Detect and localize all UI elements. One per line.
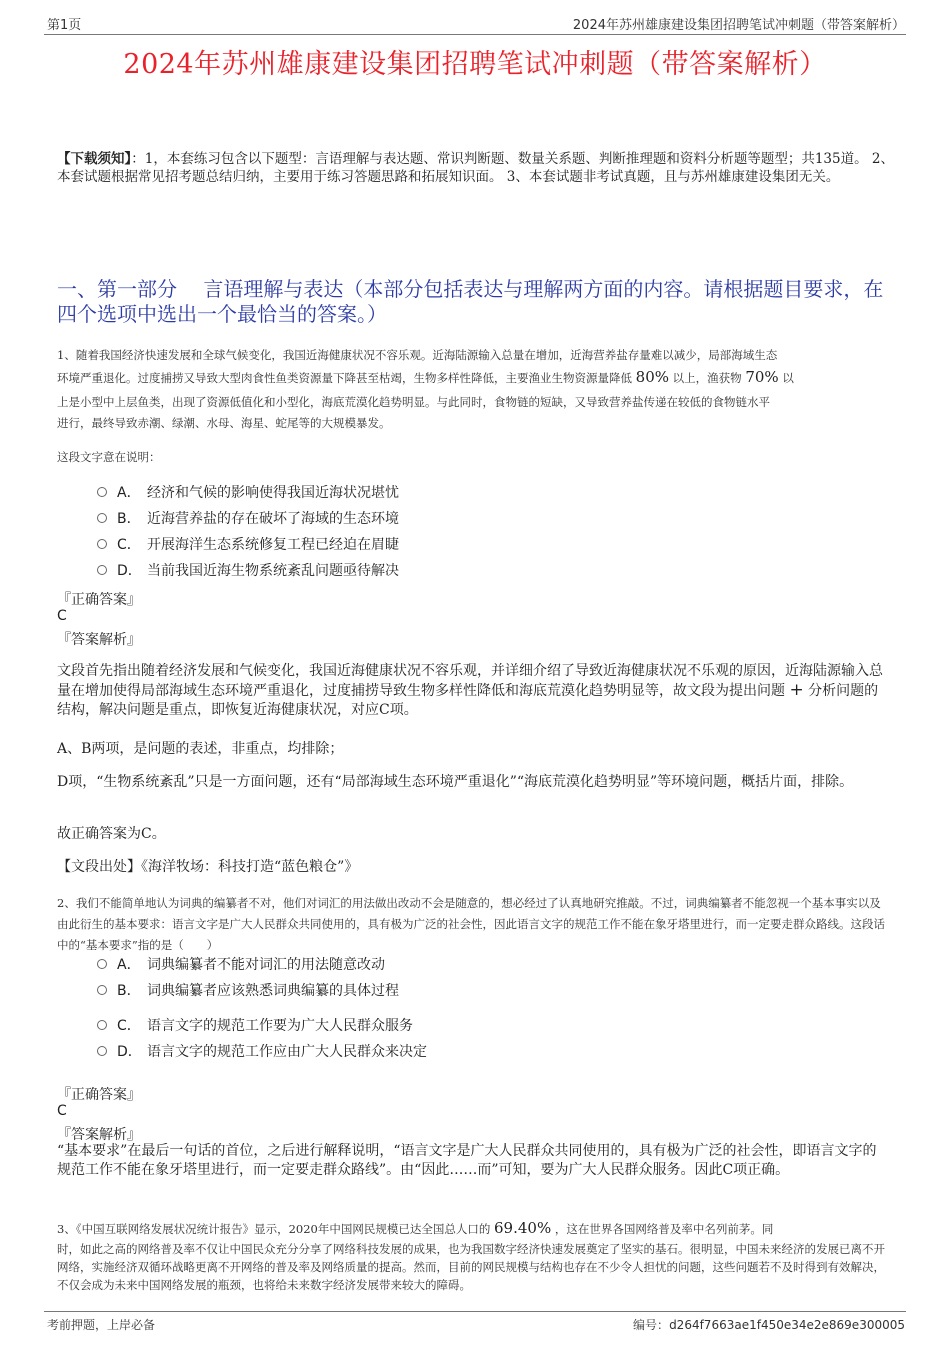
footer-slogan: 考前押题，上岸必备 [47, 1318, 156, 1332]
code-value: d264f7663ae1f450e34e2e869e300005 [669, 1318, 905, 1332]
q3-stem-rest: 时，如此之高的网络普及率不仅让中国民众充分分享了网络科技发展的成果，也为我国数字经济快速发展奠定了坚实的基石。很明显，中国未来经济的发展已离不开网络，实施经济双循环战略更离不开网络的普及率及网络质量的提高。然而，目前的网民规模与结构也存在不少令人担忧的问题，这些问题若不及时得到有效解决，不仅会成为未来中国网络发展的瓶颈，也将给未来数字经济发展带来较大的障碍。 [57, 1242, 885, 1292]
q3-percent: 69.40% [494, 1219, 552, 1237]
option-text: 词典编纂者不能对词汇的用法随意改动 [147, 957, 385, 973]
radio-icon[interactable] [97, 959, 107, 969]
q1-option-c[interactable] [97, 535, 399, 555]
radio-icon[interactable] [97, 985, 107, 995]
q2-option-a[interactable] [97, 955, 385, 975]
q1-stem-line2 [57, 367, 902, 389]
option-letter: C． [117, 1018, 141, 1034]
q1-analysis-para1 [57, 662, 887, 720]
option-letter: D． [117, 563, 142, 579]
option-text: 经济和气候的影响使得我国近海状况堪忧 [147, 485, 399, 501]
notice-tag: 【下载须知】 [57, 151, 132, 167]
option-text: 当前我国近海生物系统紊乱问题亟待解决 [147, 563, 399, 579]
option-text: 词典编纂者应该熟悉词典编纂的具体过程 [147, 983, 399, 999]
footer-divider [44, 1311, 906, 1312]
q1-stem-text: 环境严重退化。过度捕捞又导致大型肉食性鱼类资源量下降甚至枯竭，生物多样性降低，主要渔业生物资源量降低 [57, 371, 632, 385]
q1-option-a[interactable] [97, 483, 399, 503]
q2-option-c[interactable] [97, 1016, 413, 1036]
document-code [633, 1316, 905, 1333]
q1-percent-80: 80% [635, 368, 669, 386]
header-divider [44, 34, 906, 35]
q1-analysis-para2: A、B两项，是问题的表述，非重点，均排除； [57, 741, 344, 757]
option-letter: B． [117, 983, 141, 999]
q2-option-d[interactable] [97, 1042, 427, 1062]
q3-stem-text: ，这在世界各国网络普及率中名列前茅。同 [554, 1222, 774, 1236]
option-text: 开展海洋生态系统修复工程已经迫在眉睫 [147, 537, 399, 553]
q1-stem-line1: 1、随着我国经济快速发展和全球气候变化，我国近海健康状况不容乐观。近海陆源输入总量在增加，近海营养盐存量难以减少，局部海域生态 [57, 348, 778, 362]
q2-analysis: “基本要求”在最后一句话的首位，之后进行解释说明，“语言文字是广大人民群众共同使用的，具有极为广泛的社会性，即语言文字的规范工作不能在象牙塔里进行，而一定要走群众路线”。由“因此……而”可知，要为广大人民群众服务。因此C项正确。 [57, 1143, 877, 1178]
q1-stem-text: 以上，渔获物 [672, 371, 742, 385]
q1-percent-70: 70% [745, 368, 779, 386]
option-text: 近海营养盐的存在破坏了海域的生态环境 [147, 511, 399, 527]
q1-answer: C [57, 608, 67, 624]
option-text: 语言文字的规范工作要为广大人民群众服务 [147, 1018, 413, 1034]
analysis-text: 文段首先指出随着经济发展和气候变化，我国近海健康状况不容乐观，并详细介绍了导致近海健康状况不乐观的原因，近海陆源输入总量在增加使得局部海域生态环境严重退化，过度捕捞导致生物多样性降低和海底荒漠化趋势明显等，故文段为提出问题 [57, 663, 883, 699]
q2-answer: C [57, 1103, 67, 1119]
option-letter: D． [117, 1044, 142, 1060]
q1-stem-line3: 上是小型中上层鱼类，出现了资源低值化和小型化，海底荒漠化趋势明显。与此同时，食物链的短缺，又导致营养盐传递在较低的食物链水平 [57, 395, 770, 409]
option-text: 语言文字的规范工作应由广大人民群众来决定 [147, 1044, 427, 1060]
radio-icon[interactable] [97, 1020, 107, 1030]
download-notice [57, 150, 897, 186]
section-heading: 一、第一部分 言语理解与表达（本部分包括表达与理解两方面的内容。请根据题目要求，在四个选项中选出一个最恰当的答案。） [57, 277, 884, 326]
q1-option-b[interactable] [97, 509, 399, 529]
q1-stem-text: 以 [782, 371, 794, 385]
q2-option-b[interactable] [97, 981, 399, 1001]
q2-answer-label: 『正确答案』 [57, 1087, 141, 1103]
option-letter: A． [117, 485, 141, 501]
page-number: 第1页 [47, 18, 82, 33]
q3-stem-text: 3、《中国互联网络发展状况统计报告》显示，2020年中国网民规模已达全国总人口的 [57, 1222, 491, 1236]
radio-icon[interactable] [97, 487, 107, 497]
option-letter: B． [117, 511, 141, 527]
analysis-text: 分析问题的结构，解决问题是重点，即恢复近海健康状况，对应C项。 [57, 683, 879, 718]
q1-answer-label: 『正确答案』 [57, 592, 141, 608]
q1-prompt: 这段文字意在说明： [57, 450, 161, 464]
q1-analysis-para4: 故正确答案为C。 [57, 826, 166, 842]
radio-icon[interactable] [97, 565, 107, 575]
option-letter: C． [117, 537, 141, 553]
q1-stem-line4: 进行，最终导致赤潮、绿潮、水母、海星、蛇尾等的大规模暴发。 [57, 416, 391, 430]
radio-icon[interactable] [97, 1046, 107, 1056]
plus-sign: + [789, 680, 804, 700]
notice-text: ：1，本套练习包含以下题型：言语理解与表达题、常识判断题、数量关系题、判断推理题和资料分析题等题型；共135道。 2、本套试题根据常见招考题总结归纳，主要用于练习答题思路和拓展知识面。 3、本套试题非考试真题，且与苏州雄康建设集团无关。 [57, 151, 894, 185]
running-title: 2024年苏州雄康建设集团招聘笔试冲刺题（带答案解析） [572, 18, 905, 33]
page-title: 2024年苏州雄康建设集团招聘笔试冲刺题（带答案解析） [123, 49, 827, 80]
q1-option-d[interactable] [97, 561, 399, 581]
code-label: 编号： [633, 1318, 670, 1332]
radio-icon[interactable] [97, 539, 107, 549]
q1-analysis-label: 『答案解析』 [57, 632, 141, 648]
q2-stem: 2、我们不能简单地认为词典的编纂者不对，他们对词汇的用法做出改动不会是随意的，想必经过了认真地研究推敲。不过，词典编纂者不能忽视一个基本事实以及由此衍生的基本要求：语言文字是广大人民群众共同使用的，具有极为广泛的社会性，因此语言文字的规范工作不能在象牙塔里进行，而一定要走群众路线。这段话中的“基本要求”指的是（ ） [57, 896, 885, 952]
q3-stem-line1 [57, 1218, 892, 1240]
radio-icon[interactable] [97, 513, 107, 523]
option-letter: A． [117, 957, 141, 973]
q2-analysis-label: 『答案解析』 [57, 1127, 141, 1143]
q1-analysis-para3: D项，“生物系统紊乱”只是一方面问题，还有“局部海域生态环境严重退化”“海底荒漠化趋势明显”等环境问题，概括片面，排除。 [57, 774, 854, 790]
q1-source: 【文段出处】《海洋牧场：科技打造“蓝色粮仓”》 [57, 859, 359, 875]
